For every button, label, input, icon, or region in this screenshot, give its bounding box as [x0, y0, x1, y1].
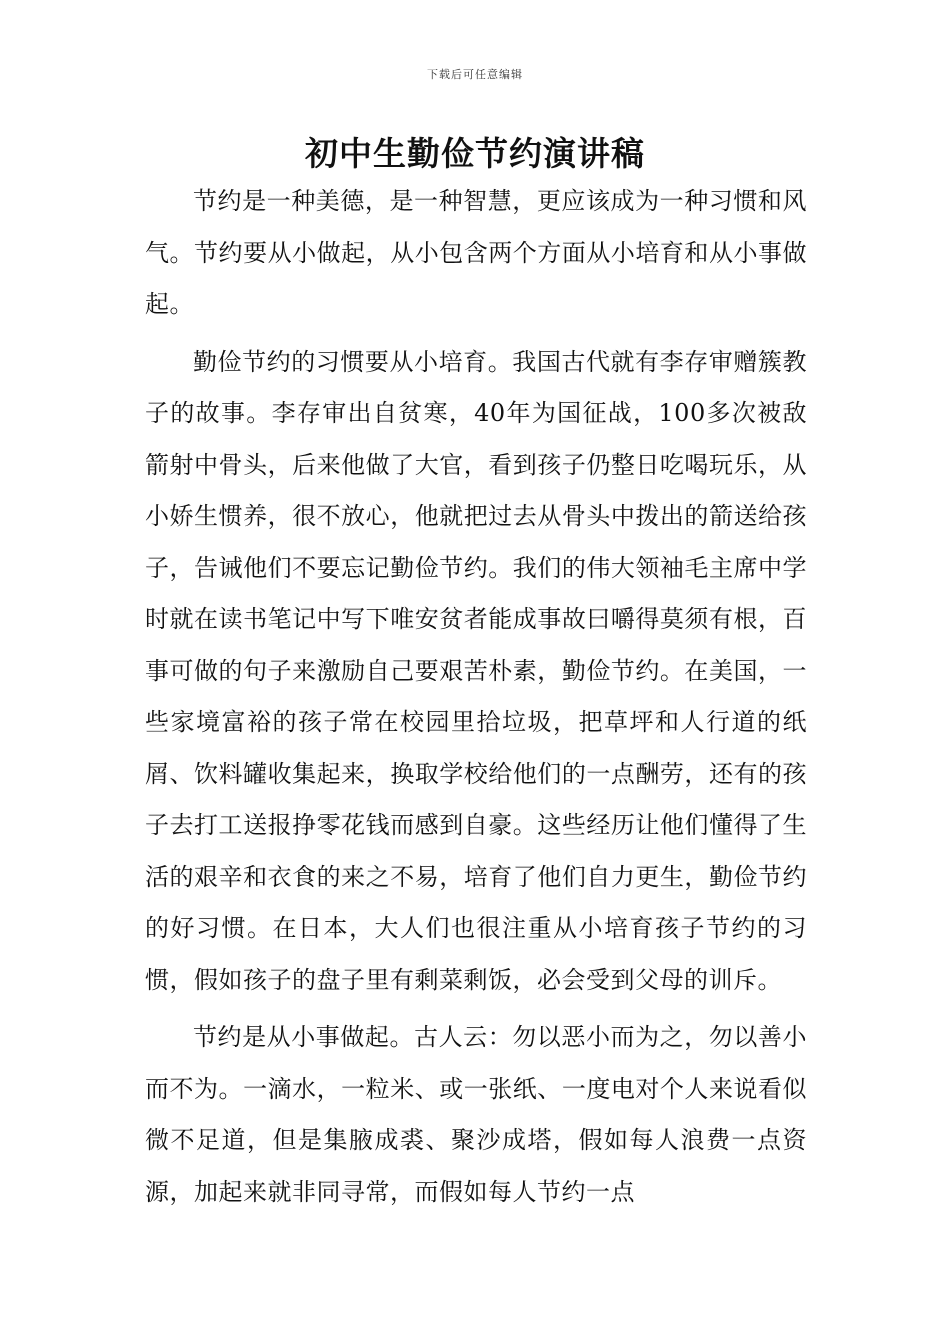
- paragraph-2: 勤俭节约的习惯要从小培育。我国古代就有李存审赠簇教子的故事。李存审出自贫寒，40年为国征战，100多次被敌箭射中骨头，后来他做了大官，看到孩子仍整日吃喝玩乐，从小娇生惯养，很不放心，他就把过去从骨头中拨出的箭送给孩子，告诫他们不要忘记勤俭节约。我们的伟大领袖毛主席中学时就在读书笔记中写下唯安贫者能成事故曰嚼得莫须有根，百事可做的句子来激励自己要艰苦朴素，勤俭节约。在美国，一些家境富裕的孩子常在校园里拾垃圾，把草坪和人行道的纸屑、饮料罐收集起来，换取学校给他们的一点酬劳，还有的孩子去打工送报挣零花钱而感到自豪。这些经历让他们懂得了生活的艰辛和衣食的来之不易，培育了他们自力更生，勤俭节约的好习惯。在日本，大人们也很注重从小培育孩子节约的习惯，假如孩子的盘子里有剩菜剩饭，必会受到父母的训斥。: [145, 347, 807, 994]
- document-body: [145, 176, 807, 1218]
- page-title: 初中生勤俭节约演讲稿: [305, 134, 645, 173]
- paragraph-3: 节约是从小事做起。古人云：勿以恶小而为之，勿以善小而不为。一滴水，一粒米、或一张纸、一度电对个人来说看似微不足道，但是集腋成裘、聚沙成塔，假如每人浪费一点资源，加起来就非同寻常，而假如每人节约一点: [145, 1023, 807, 1206]
- paragraph-1: 节约是一种美德，是一种智慧，更应该成为一种习惯和风气。节约要从小做起，从小包含两个方面从小培育和从小事做起。: [145, 187, 807, 318]
- header-note: 下载后可任意编辑: [427, 68, 523, 81]
